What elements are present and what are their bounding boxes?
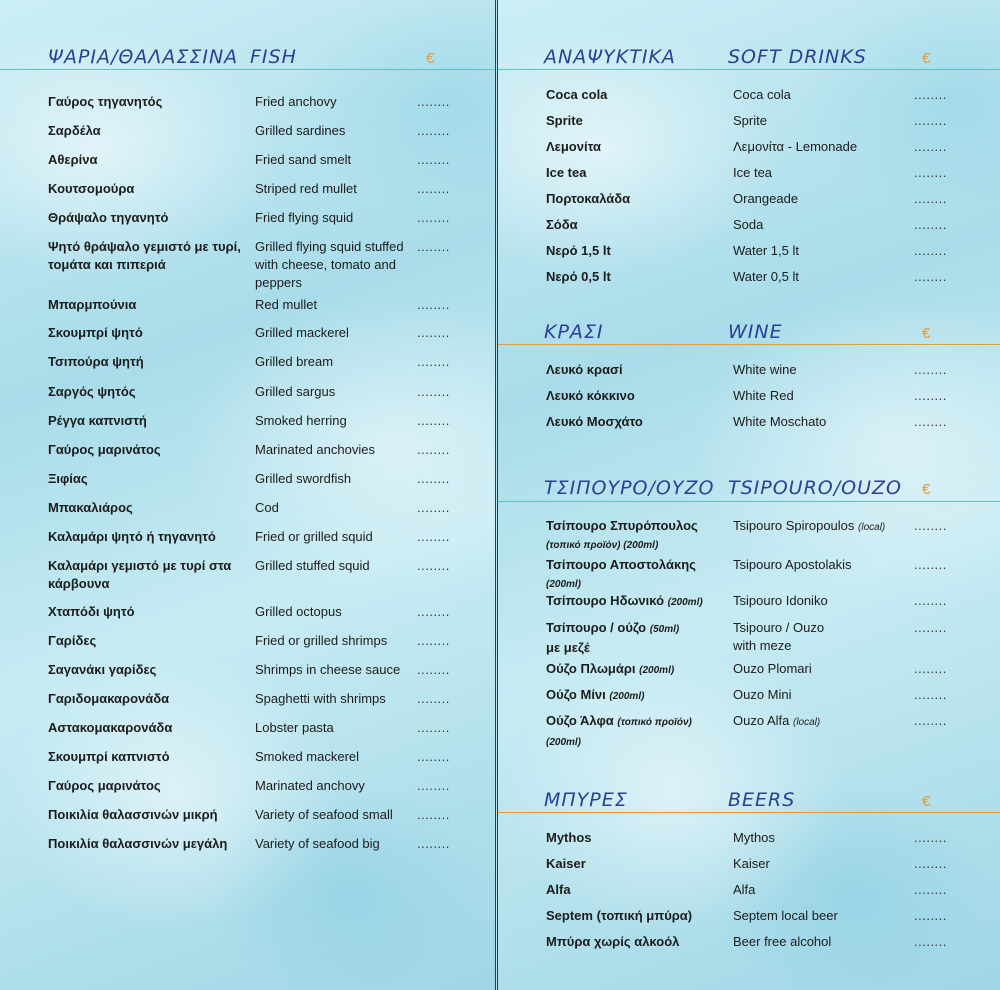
price-placeholder: ........: [914, 882, 947, 897]
price-placeholder: ........: [914, 191, 947, 206]
beers-section-header: [498, 789, 1000, 819]
left-menu-page: ΨΑΡΙΑ/ΘΑΛΑΣΣΙΝΑ FISH € Γαύρος τηγανητός Fried anchovy ........ Σαρδέλα Grilled sardines ........ Αθερίνα Fried sand smelt ........ Κουτσομούρα Striped red mullet ........ Θράψαλο τηγανητό Fried flying squid ........ Ψητό θράψαλο γεμιστό με τυρί, τομάτα και πιπεριά Grilled flying squid stuffed with cheese, tomato and peppers ........ Μπαρμπούνια Red mullet ........ Σκουμπρί ψητό Grilled mackerel ........ Τσιπούρα ψητή Grilled bream ........ Σαργός ψητός Grilled sargus ........ Ρέγγα καπνιστή Smoked herring ........ Γαύρος μαρινάτος Marinated anchovies ........ Ξιφίας Grilled swordfish ........ Μπακαλιάρος Cod ........ Καλαμάρι ψητό ή τηγανητό Fried or grilled squid ........ Καλαμάρι γεμιστό με τυρί στα κάρβουνα Grilled stuffed squid ........ Χταπόδι ψητό Grilled octopus ........ Γαρίδες Fried or grilled shrimps ........ Σαγανάκι γαρίδες Shrimps in cheese sauce ........ Γαριδομακαρονάδα Spaghetti with shrimps ........ Αστακομακαρονάδα Lobster pasta ........ Σκουμπρί καπνιστό Smoked mackerel ........ Γαύρος μαρινάτος Marinated anchovy ........ Ποικιλία θαλασσινών μικρή Variety of seafood small ........ Ποικιλία θαλασσινών μεγάλη Variety of seafood big ........: [0, 0, 496, 990]
wine-title-english: WINE: [728, 321, 783, 343]
price-placeholder: ........: [914, 269, 947, 284]
price-placeholder: ........: [914, 518, 947, 533]
price-placeholder: ........: [914, 243, 947, 258]
price-placeholder: ........: [914, 557, 947, 572]
price-placeholder: ........: [417, 181, 450, 196]
wine-section-header: [498, 321, 1000, 351]
price-placeholder: ........: [417, 94, 450, 109]
price-placeholder: ........: [417, 662, 450, 677]
price-placeholder: ........: [914, 414, 947, 429]
price-placeholder: ........: [417, 720, 450, 735]
price-placeholder: ........: [417, 471, 450, 486]
wine-price-header: €: [922, 325, 931, 342]
price-placeholder: ........: [914, 856, 947, 871]
tsipouro-price-header: €: [922, 481, 931, 498]
price-placeholder: ........: [417, 529, 450, 544]
price-placeholder: ........: [417, 604, 450, 619]
soft-drinks-title-english: SOFT DRINKS: [728, 46, 867, 68]
price-placeholder: ........: [914, 165, 947, 180]
price-placeholder: ........: [417, 749, 450, 764]
price-placeholder: ........: [417, 123, 450, 138]
price-placeholder: ........: [417, 500, 450, 515]
fish-title-greek: ΨΑΡΙΑ/ΘΑΛΑΣΣΙΝΑ: [48, 46, 239, 68]
price-placeholder: ........: [417, 152, 450, 167]
fish-divider: [0, 69, 495, 70]
price-placeholder: ........: [417, 633, 450, 648]
right-menu-page: ΑΝΑΨΥΚΤΙΚΑ SOFT DRINKS € Coca cola Coca cola ........ Sprite Sprite ........ Λεμονίτα Λεμονίτα - Lemonade ........ Ice tea Ice tea ........ Πορτοκαλάδα Orangeade ........ Σόδα Soda ........ Νερό 1,5 lt Water 1,5 lt ........ Νερό 0,5 lt Water 0,5 lt ........ ΚΡΑΣΙ WINE € Λευκό κρασί White wine ........ Λευκό κόκκινο White Red ........ Λευκό Μοσχάτο White Moschato ........ ΤΣΙΠΟΥΡΟ/ΟΥΖΟ TSIPOURO/OUZO € Τσίπουρο Σπυρόπουλος (τοπικό προϊόν) (200ml) Tsipouro Spiropoulos (local) ........ Τσίπουρο Αποστολάκης (200ml) Tsipouro Apostolakis ........ Τσίπουρο Ηδωνικό (200ml) Tsipouro Idoniko ........ Τσίπουρο / ούζο (50ml) με μεζέ Tsipouro / Ouzo with meze ........ Ούζο Πλωμάρι (200ml) Ouzo Plomari ........ Ούζο Μίνι (200ml) Ouzo Mini ........ Ούζο Άλφα (τοπικό προϊόν) (200ml) Ouzo Alfa (local) ........ ΜΠΥΡΕΣ BEERS € Mythos Mythos ........ Kaiser Kaiser ........ Alfa Alfa ........ Septem (τοπική μπύρα) Septem local beer ........ Μπύρα χωρίς αλκοόλ Beer free alcohol ........: [497, 0, 1000, 990]
price-placeholder: ........: [417, 691, 450, 706]
price-placeholder: ........: [417, 297, 450, 312]
beers-title-english: BEERS: [728, 789, 796, 811]
price-placeholder: ........: [914, 830, 947, 845]
soft-drinks-section-header: [498, 46, 1000, 76]
fish-price-header: €: [426, 50, 435, 67]
price-placeholder: ........: [914, 139, 947, 154]
beers-divider: [498, 812, 1000, 813]
tsipouro-title-greek: ΤΣΙΠΟΥΡΟ/ΟΥΖΟ: [544, 477, 715, 499]
price-placeholder: ........: [914, 217, 947, 232]
price-placeholder: ........: [417, 413, 450, 428]
price-placeholder: ........: [914, 388, 947, 403]
price-placeholder: ........: [417, 836, 450, 851]
price-placeholder: ........: [417, 239, 450, 254]
price-placeholder: ........: [417, 442, 450, 457]
price-placeholder: ........: [417, 210, 450, 225]
tsipouro-divider: [498, 501, 1000, 502]
beers-title-greek: ΜΠΥΡΕΣ: [544, 789, 628, 811]
tsipouro-section-header: [498, 477, 1000, 507]
price-placeholder: ........: [914, 362, 947, 377]
price-placeholder: ........: [417, 558, 450, 573]
fish-section-header: [0, 46, 495, 76]
wine-divider: [498, 344, 1000, 345]
wine-title-greek: ΚΡΑΣΙ: [544, 321, 604, 343]
price-placeholder: ........: [417, 354, 450, 369]
price-placeholder: ........: [914, 87, 947, 102]
price-placeholder: ........: [914, 908, 947, 923]
soft-drinks-divider: [498, 69, 1000, 70]
price-placeholder: ........: [914, 620, 947, 635]
price-placeholder: ........: [914, 713, 947, 728]
price-placeholder: ........: [417, 384, 450, 399]
soft-drinks-price-header: €: [922, 50, 931, 67]
price-placeholder: ........: [417, 325, 450, 340]
price-placeholder: ........: [914, 934, 947, 949]
price-placeholder: ........: [914, 687, 947, 702]
beers-price-header: €: [922, 793, 931, 810]
fish-title-english: FISH: [250, 46, 297, 68]
price-placeholder: ........: [417, 807, 450, 822]
price-placeholder: ........: [914, 593, 947, 608]
price-placeholder: ........: [914, 113, 947, 128]
price-placeholder: ........: [914, 661, 947, 676]
tsipouro-title-english: TSIPOURO/OUZO: [728, 477, 902, 499]
price-placeholder: ........: [417, 778, 450, 793]
soft-drinks-title-greek: ΑΝΑΨΥΚΤΙΚΑ: [544, 46, 676, 68]
